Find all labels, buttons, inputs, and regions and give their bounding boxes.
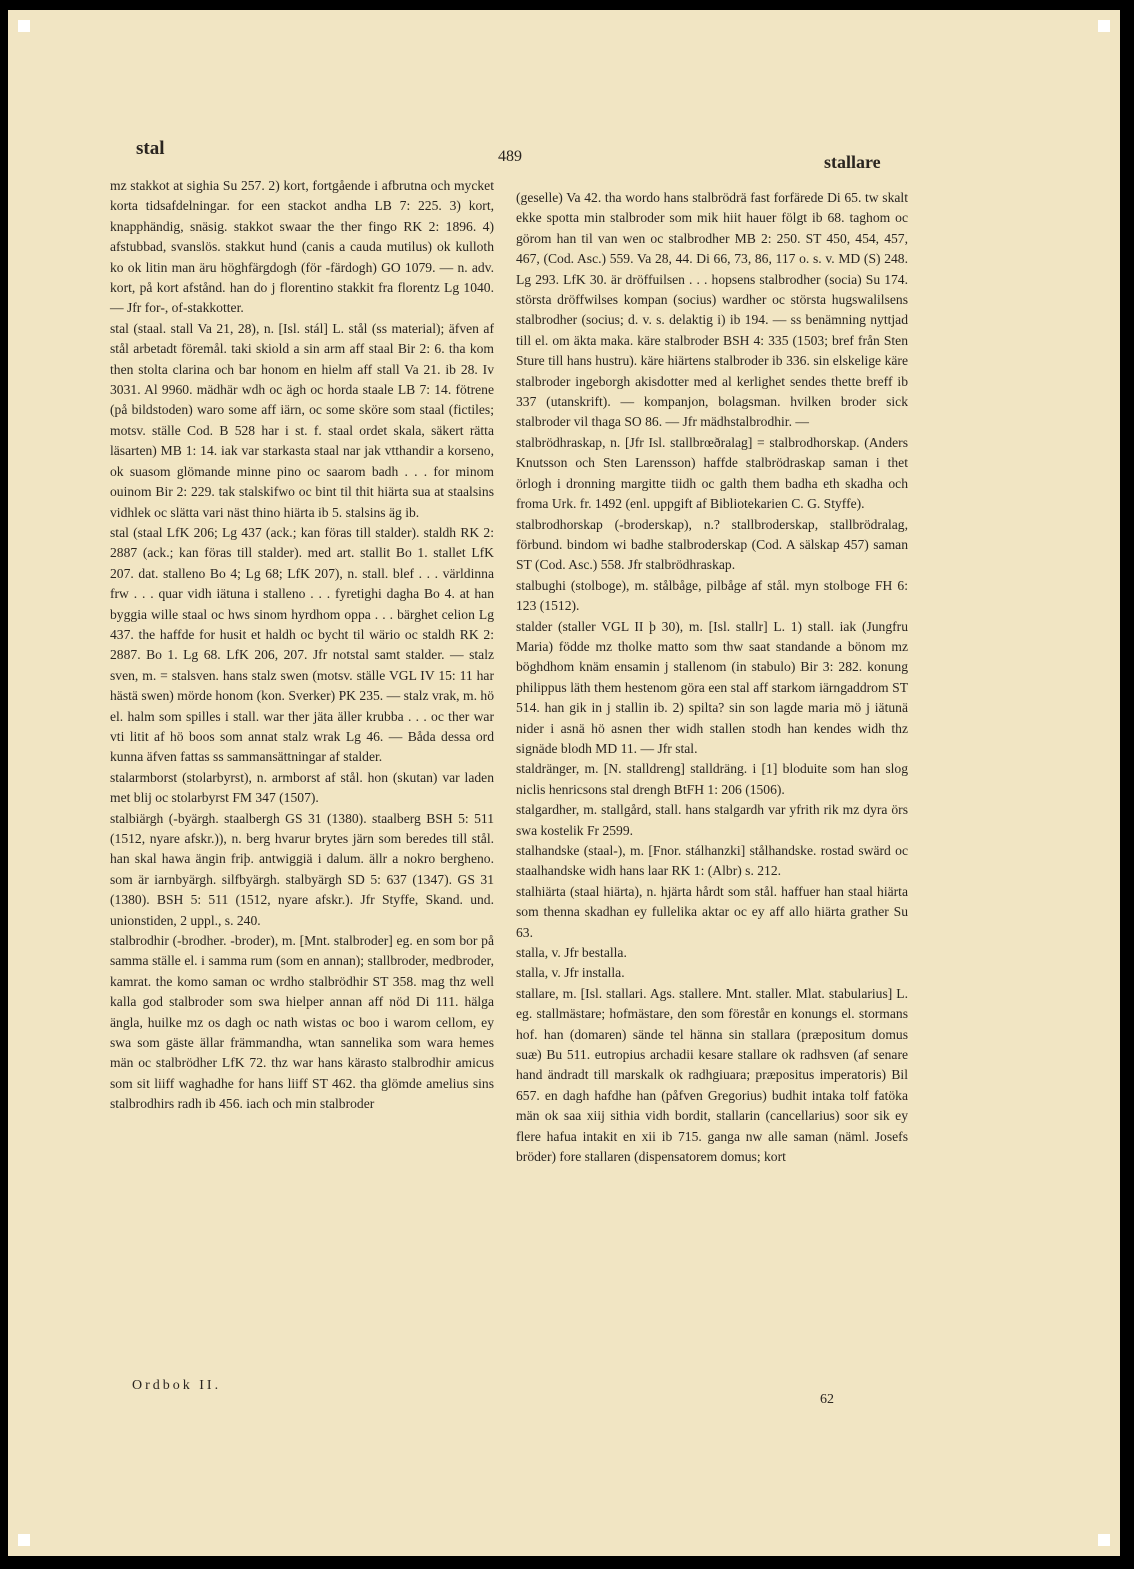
registration-mark xyxy=(1098,1534,1110,1546)
dictionary-entry: stalhandske (staal-), m. [Fnor. stálhanzki] stålhandske. rostad swärd oc staalhandske widh hans laar RK 1: (Albr) s. 212. xyxy=(516,843,908,879)
dictionary-entry: stal (staal. stall Va 21, 28), n. [Isl. stál] L. stål (ss material); äfven af stål arbetadt föremål. taki skiold a sin arm aff staal Bir 2: 6. tha kom then stolta clarina och bar honom en hielm aff stall Va 21. ib 28. Iv 3031. Al 9960. mädhär wdh oc ägh oc horda staale LB 7: 14. fötrene (på bildstoden) waro some aff iärn, oc some sköre som staal (fictiles; motsv. ställe Cod. B 528 har i st. f. staal ordet skala, säkert rätta läsarten) MB 1: 14. iak var starkasta staal nar jak vtthandir a korseno, ok suasom glömande minne pino oc saarom badh . . . for minom ouinom Bir 2: 229. tak stalskifwo oc bint til thit hiärta sua at staalsins vidhlek oc slätta vari näst thino hiärta ib 5. stalsins äg ib. xyxy=(110,320,494,520)
left-text-column xyxy=(110,176,494,1115)
registration-mark xyxy=(18,1534,30,1546)
dictionary-entry: stalla, v. Jfr installa. xyxy=(516,965,625,981)
dictionary-entry: stalhiärta (staal hiärta), n. hjärta hårdt som stål. haffuer han staal hiärta som thenna skadhan ey fullelika aktar oc ey aff allo hiärta grather Su 63. xyxy=(516,883,908,940)
right-text-column xyxy=(516,188,908,1168)
scanned-dictionary-page xyxy=(8,10,1120,1556)
dictionary-entry: stalbrodhorskap (-broderskap), n.? stallbroderskap, stallbrödralag, förbund. bindom wi badhe stalbroderskap (Cod. A sälskap 457) saman ST (Cod. Asc.) 558. Jfr stalbrödhraskap. xyxy=(516,516,908,573)
dictionary-entry: stalla, v. Jfr bestalla. xyxy=(516,945,627,961)
right-running-headword: stallare xyxy=(824,152,881,172)
dictionary-entry: stalbrodhir (-brodher. -broder), m. [Mnt. stalbroder] eg. en som bor på samma ställe el. i samma rum (som en annan); stallbroder, medbroder, kamrat. the komo saman oc wrdho stalbrödhir ST 358. mag thz well kalla god stalbroder som swa hielper annan aff nöd Di 111. hälga ängla, huilke mz os dagh oc nath wistas oc boo i warom cellom, ey swa som gäste ällar främmandha, wtan sannelika som wara hemes män oc stalbrödher LfK 72. thz war hans kärasto stalbrodhir amicus som sit liiff waghadhe for hans liiff ST 462. tha glömde amelius sins stalbrodhirs radh ib 456. iach och min stalbroder xyxy=(110,933,494,1112)
dictionary-entry: (geselle) Va 42. tha wordo hans stalbrödrä fast forfärede Di 65. tw skalt ekke spotta min stalbroder som mik hiit hauer fölgt ib 68. taghom oc görom han til van wen oc stalbrodher MB 2: 250. ST 450, 454, 457, 467, (Cod. Asc.) 559. Va 28, 44. Di 66, 73, 86, 117 o. s. v. MD (S) 248. Lg 293. LfK 30. är dröffuilsen . . . hopsens stalbrodher (socia) Su 174. största dröffwilses kompan (socius) wardher oc största hugswalilsens stalbrodher (socius; d. v. s. delaktig i) ib 194. — ss benämning nyttjad till el. om äkta maka. käre stalbroder BSH 4: 335 (1503; bref från Sten Sture till hans hustru). käre hiärtens stalbroder ib 336. sin elskelige käre stalbroder ingeborgh akisdotter med al kerlighet sendes thette breff ib 337 (utanskrift). — kompanjon, bolagsman. hvilken broder sick stalbroder vil thaga SO 86. — Jfr mädhstalbrodhir. — xyxy=(516,190,908,430)
dictionary-entry: stalarmborst (stolarbyrst), n. armborst af stål. hon (skutan) var laden met blij oc stolarbyrst FM 347 (1507). xyxy=(110,769,494,806)
page-number: 489 xyxy=(498,148,522,165)
dictionary-entry: stallare, m. [Isl. stallari. Ags. stallere. Mnt. staller. Mlat. stabularius] L. eg. stallmästare; hofmästare, den som förestår en konungs el. stormans hof. han (domaren) sände tel hänna sin stallara (præpositum domus suæ) Bu 511. eutropius archadii kesare stallare ok radhsven (af senare hand ändradt till marskalk ok radhgiuara; præpositus imperatoris) Bil 657. en dagh hafdhe han (påfven Gregorius) budhit intaka tolf fatöka män ok saa xiij sithia vidh bordit, stallarin (cancellarius) soor sik ey flere hafua intakit en xii ib 715. ganga nw alle saman (näml. Josefs bröder) fore stallaren (dispensatorem domus; kort xyxy=(516,985,908,1165)
dictionary-entry: stal (staal LfK 206; Lg 437 (ack.; kan föras till stalder). staldh RK 2: 2887 (ack.; kan föras till stalder). med art. stallit Bo 1. stallet LfK 207. dat. stalleno Bo 4; Lg 68; LfK 207), n. stall. blef . . . världinna frw . . . quar vidh iätuna i stalleno . . . fyretighi dagha Bo 4. at han byggia wille staal oc hws sinom hyrdhom oppa . . . bärghet celion Lg 437. the haffde for husit et haldh oc bycht til wärio oc staldh RK 2: 2887. Bo 1. Lg 68. LfK 206, 207. Jfr notstal samt stalder. — stalz sven, m. = stalsven. hans stalz swen (motsv. ställe VGL IV 15: 11 har hästä swen) mörde honom (kon. Sverker) PK 235. — stalz vrak, m. hö el. halm som spilles i stall. war ther jäta äller krubba . . . oc ther war vti litit af hö boos som annat stalz wrak Lg 46. — Båda dessa ord kunna äfven fattas ss sammansättningar af stalder. xyxy=(110,524,494,765)
sheet-number: 62 xyxy=(820,1392,834,1407)
dictionary-entry: stalgardher, m. stallgård, stall. hans stalgardh var yfrith rik mz dyra örs swa kostelik Fr 2599. xyxy=(516,802,908,838)
dictionary-entry: stalbiärgh (-byärgh. staalbergh GS 31 (1380). staalberg BSH 5: 511 (1512, nyare afskr.)), n. berg hvarur brytes järn som beredes till stål. han skal hawa ängin friþ. antwiggiä i dalum. ällr a nokro bergheno. som är iarnbyärgh. silfbyärgh. stalbyärgh SD 5: 637 (1347). GS 31 (1380). BSH 5: 511 (1512, nyare afskr.). Jfr Styffe, Skand. und. unionstiden, 2 uppl., s. 240. xyxy=(110,810,494,928)
dictionary-entry: stalbrödhraskap, n. [Jfr Isl. stallbrœðralag] = stalbrodhorskap. (Anders Knutsson och Sten Larensson) haffde stalbrödraskap saman i thet örlogh i dronning margitte tiidh oc galth them badha eth skadha och froma Urk. fr. 1492 (enl. uppgift af Bibliotekarien C. G. Styffe). xyxy=(516,434,908,512)
registration-mark xyxy=(1098,20,1110,32)
dictionary-entry: stalder (staller VGL II þ 30), m. [Isl. stallr] L. 1) stall. iak (Jungfru Maria) födde mz tholke matto som thw saat standande a bönom mz böghdhom knäm ensamin j stallenom (in stabulo) Bir 3: 282. konung philippus läth them hestenom göra een stal aff starkom iärngaddrom ST 514. han gik in j stallin ib. 2) spilta? sin son lagde maria mö j iätunä nider i asnä hö asnen ther widh stallen stodh han kendes widh thz signäde blodh MD 11. — Jfr stal. xyxy=(516,618,908,756)
signature-mark: Ordbok II. xyxy=(132,1378,222,1393)
dictionary-entry: stalbughi (stolboge), m. stålbåge, pilbåge af stål. myn stolboge FH 6: 123 (1512). xyxy=(516,577,908,614)
dictionary-entry: mz stakkot at sighia Su 257. 2) kort, fortgående i afbrutna och mycket korta tidsafdelningar. for een stackot andha LB 7: 225. 3) kort, knapphändig, snäsig. stakkot swaar the ther fingo RK 2: 1896. 4) afstubbad, svanslös. stakkut hund (canis a cauda mutilus) ok kulloth ko ok litin man äru höghfärgdogh (för -färdogh) GO 1079. — n. adv. kort, på kort afstånd. han do j florentino stakkit fra florentz Lg 1040. — Jfr for-, of-stakkotter. xyxy=(110,178,494,316)
dictionary-entry: staldränger, m. [N. stalldreng] stalldräng. i [1] bloduite som han slog niclis henricsons stal drengh BtFH 1: 206 (1506). xyxy=(516,761,908,797)
registration-mark xyxy=(18,20,30,32)
left-running-headword: stal xyxy=(136,138,165,159)
